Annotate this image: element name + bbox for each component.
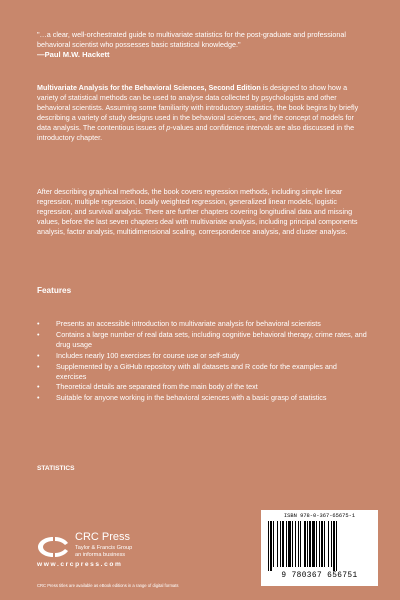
- feature-text: Presents an accessible introduction to multivariate analysis for behavioral scientists: [56, 319, 321, 328]
- book-title: Multivariate Analysis for the Behavioral Sciences, Second Edition: [37, 83, 261, 92]
- crc-press-logo-icon: [37, 536, 69, 563]
- features-heading: Features: [37, 286, 72, 295]
- feature-item: [37, 393, 369, 403]
- publisher-group: [75, 545, 132, 558]
- feature-item: [37, 351, 369, 361]
- feature-text: Contains a large number of real data sets, including cognitive behavioral therapy, crime rates, and drug usage: [56, 329, 367, 349]
- feature-text: Suitable for anyone working in the behavioral sciences with a basic grasp of statistics: [56, 393, 327, 403]
- ebook-note: CRC Press titles are available as eBook editions in a range of digital formats: [37, 583, 179, 588]
- feature-item: [37, 319, 369, 329]
- quote-author: —Paul M.W. Hackett: [37, 49, 110, 59]
- barcode-block: [261, 510, 378, 586]
- feature-item: [37, 382, 369, 392]
- description-p1-text: is designed to show how a variety of statistical methods can be used to analyse data collected by psychologists and other behavioral scientists. Assuming some familiarity with introductory statistics, the book begins by briefly describing a variety of study designs used in the behavioral sciences, and the concept of models for data analysis. The contentious issues of: [37, 83, 359, 132]
- publisher-group-name: Taylor & Francis Group: [75, 545, 133, 551]
- bullet-icon: •: [37, 382, 40, 392]
- publisher-business: an informa business: [75, 551, 126, 558]
- bullet-icon: •: [37, 319, 40, 328]
- feature-text: Includes nearly 100 exercises for course use or self-study: [56, 350, 240, 360]
- feature-text: Supplemented by a GitHub repository with all datasets and R code for the examples and exercises: [56, 361, 337, 381]
- barcode-icon: [268, 521, 371, 571]
- isbn-label: ISBN 978-0-367-65675-1: [283, 513, 356, 519]
- bullet-icon: •: [37, 361, 40, 371]
- bullet-icon: •: [37, 350, 40, 360]
- features-list: [37, 319, 369, 404]
- description-paragraph-2: After describing graphical methods, the book covers regression methods, including simple linear regression, multiple regression, locally weighted regression, generalized linear models, logistic regression, and survival analysis. There are further chapters covering longitudinal data and missing values, before the last seven chapters deal with multivariate analysis, including principal components analysis, factor analysis, multidimensional scaling, correspondence analysis, and cluster analysis.: [37, 187, 358, 236]
- bullet-icon: •: [37, 329, 40, 339]
- feature-item: [37, 362, 369, 382]
- description-paragraph-1: [37, 83, 369, 142]
- description-p1-end: -values and confidence intervals are also discussed in the introductory chapter.: [37, 122, 355, 142]
- endorsement-quote: [37, 30, 369, 59]
- feature-item: [37, 330, 369, 350]
- barcode-digits: 9 780367 656751: [281, 572, 358, 580]
- feature-text: Theoretical details are separated from the main body of the text: [56, 382, 258, 392]
- publisher-name: CRC Press: [75, 531, 131, 543]
- publisher-url: www.crcpress.com: [37, 561, 123, 568]
- description-p1-italic: p: [166, 122, 171, 132]
- bullet-icon: •: [37, 393, 40, 403]
- quote-text: "…a clear, well-orchestrated guide to multivariate statistics for the post-graduate and professional behavioral scientist who possesses basic statistical knowledge.": [37, 30, 346, 49]
- subject-category: STATISTICS: [37, 465, 75, 472]
